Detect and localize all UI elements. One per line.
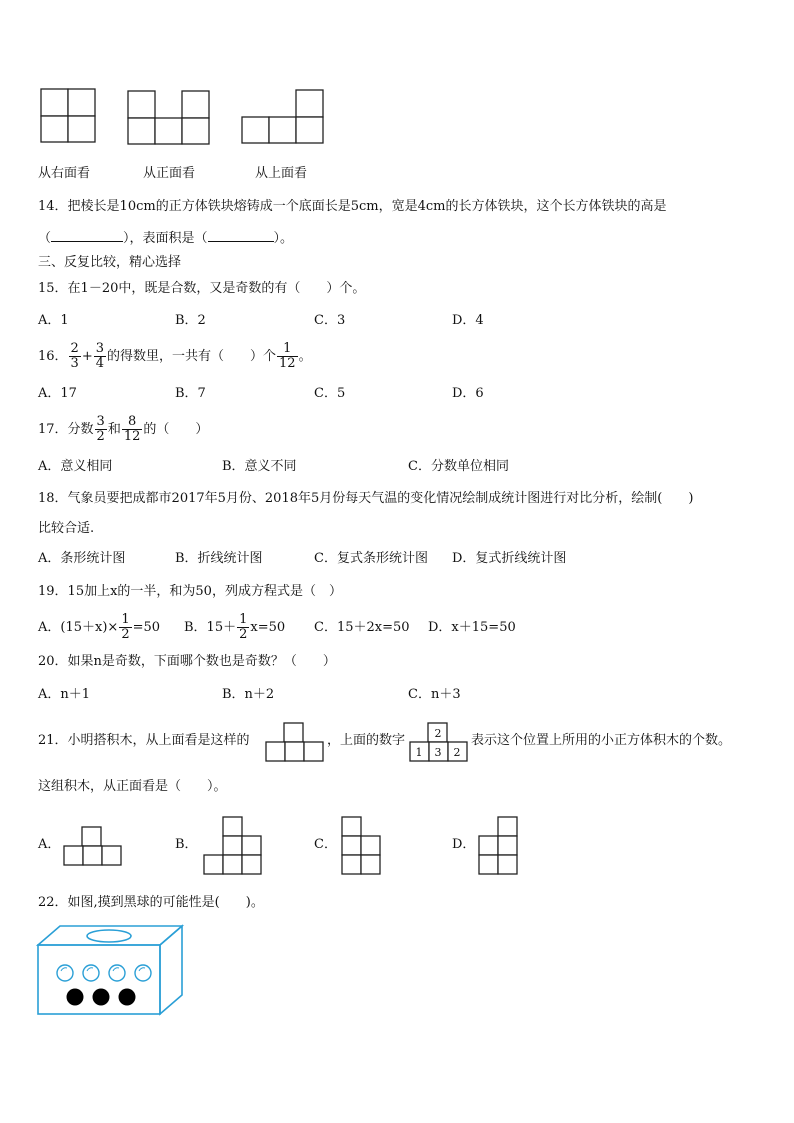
white-balls bbox=[57, 965, 151, 981]
q21-option-d-figure[interactable] bbox=[478, 816, 520, 876]
q17-option-c[interactable]: C．分数单位相同 bbox=[408, 459, 509, 474]
q17-stem: 17．分数 $\frac{3}{2}$ 和 $\frac{8}{12}$ 的（ ） bbox=[38, 414, 209, 444]
q19-option-c[interactable]: C．15＋2x=50 bbox=[314, 620, 410, 635]
fraction: $\frac{1}{2}$ bbox=[121, 612, 130, 642]
ball-box-figure bbox=[37, 925, 185, 1017]
q14-line2: （ ），表面积是（ ）。 bbox=[38, 231, 294, 246]
q19-stem: 19．15加上x的一半，和为50，列成方程式是（ ） bbox=[38, 584, 342, 599]
q16-stem: 16． $\frac{2}{3}$ + $\frac{3}{4}$ 的得数里，一共有（ ）个 $\frac{1}{12}$ 。 bbox=[38, 341, 312, 371]
front-view-label: 从正面看 bbox=[143, 166, 196, 181]
answer-blank[interactable] bbox=[208, 229, 274, 242]
q21-option-c-figure[interactable] bbox=[341, 816, 383, 876]
fraction: $\frac{3}{2}$ bbox=[96, 414, 105, 444]
q21-number-grid bbox=[409, 722, 469, 762]
q21-text-3: 表示这个位置上所用的小正方体积木的个数。 bbox=[471, 733, 732, 748]
q21-option-b-label[interactable]: B． bbox=[175, 837, 198, 852]
q16-option-d[interactable]: D．6 bbox=[452, 386, 484, 401]
fraction: $\frac{8}{12}$ bbox=[123, 414, 141, 444]
q18-option-c[interactable]: C．复式条形统计图 bbox=[314, 551, 428, 566]
grid-digit: 1 bbox=[415, 746, 423, 759]
q21-text-1: 21．小明搭积木，从上面看是这样的 bbox=[38, 733, 250, 748]
q14-line1: 14．把棱长是10cm的正方体铁块熔铸成一个底面长是5cm，宽是4cm的长方体铁块，这个长方体铁块的高是 bbox=[38, 199, 667, 214]
answer-blank[interactable] bbox=[51, 229, 123, 242]
q18-line1: 18．气象员要把成都市2017年5月份、2018年5月份每天气温的变化情况绘制成统计图进行对比分析，绘制( ) bbox=[38, 491, 694, 506]
q15-option-c[interactable]: C．3 bbox=[314, 313, 346, 328]
q20-option-a[interactable]: A．n＋1 bbox=[38, 687, 91, 702]
q21-option-a-label[interactable]: A． bbox=[38, 837, 61, 852]
q16-option-c[interactable]: C．5 bbox=[314, 386, 346, 401]
fraction: $\frac{1}{12}$ bbox=[279, 341, 296, 371]
q18-option-b[interactable]: B．折线统计图 bbox=[175, 551, 263, 566]
black-balls bbox=[67, 989, 136, 1006]
grid-digit: 2 bbox=[453, 746, 461, 759]
q21-option-d-label[interactable]: D． bbox=[452, 837, 476, 852]
top-view-figure bbox=[241, 89, 325, 145]
grid-digit: 3 bbox=[434, 746, 442, 759]
q16-option-a[interactable]: A．17 bbox=[38, 386, 77, 401]
right-view-figure bbox=[40, 88, 98, 144]
black-ball bbox=[93, 989, 110, 1006]
q15-option-d[interactable]: D．4 bbox=[452, 313, 484, 328]
q21-option-c-label[interactable]: C． bbox=[314, 837, 337, 852]
top-view-label: 从上面看 bbox=[255, 166, 308, 181]
q18-option-d[interactable]: D．复式折线统计图 bbox=[452, 551, 567, 566]
q20-option-b[interactable]: B．n＋2 bbox=[222, 687, 275, 702]
front-view-figure bbox=[127, 90, 211, 146]
q15-stem: 15．在1－20中，既是合数，又是奇数的有（ ）个。 bbox=[38, 281, 366, 296]
q19-option-d[interactable]: D．x＋15=50 bbox=[428, 620, 516, 635]
q17-option-b[interactable]: B．意义不同 bbox=[222, 459, 297, 474]
q17-option-a[interactable]: A．意义相同 bbox=[38, 459, 113, 474]
right-view-label: 从右面看 bbox=[38, 166, 91, 181]
q15-option-b[interactable]: B．2 bbox=[175, 313, 206, 328]
q18-line2: 比较合适. bbox=[38, 521, 95, 536]
section-title: 三、反复比较，精心选择 bbox=[38, 255, 182, 270]
q20-stem: 20．如果n是奇数，下面哪个数也是奇数？（ ） bbox=[38, 654, 336, 669]
grid-digit: 2 bbox=[434, 727, 442, 740]
q21-option-a-figure[interactable] bbox=[63, 826, 123, 866]
fraction: $\frac{3}{4}$ bbox=[95, 341, 105, 371]
fraction: $\frac{2}{3}$ bbox=[70, 341, 79, 371]
q21-text-2: ，上面的数字 bbox=[327, 733, 406, 748]
black-ball bbox=[119, 989, 136, 1006]
q19-option-b[interactable]: B．15＋ $\frac{1}{2}$ x=50 bbox=[184, 612, 286, 642]
q16-option-b[interactable]: B．7 bbox=[175, 386, 206, 401]
q18-option-a[interactable]: A．条形统计图 bbox=[38, 551, 126, 566]
black-ball bbox=[67, 989, 84, 1006]
box-opening bbox=[87, 930, 131, 942]
q22-stem: 22．如图,摸到黑球的可能性是( )。 bbox=[38, 895, 264, 910]
q20-option-c[interactable]: C．n＋3 bbox=[408, 687, 461, 702]
q21-option-b-figure[interactable] bbox=[203, 816, 263, 876]
q21-line2: 这组积木，从正面看是（ ）。 bbox=[38, 779, 227, 794]
q21-top-view-figure bbox=[265, 722, 325, 762]
q15-option-a[interactable]: A．1 bbox=[38, 313, 69, 328]
q19-option-a[interactable]: A．(15＋x)× $\frac{1}{2}$ =50 bbox=[38, 612, 161, 642]
fraction: $\frac{1}{2}$ bbox=[239, 612, 248, 642]
